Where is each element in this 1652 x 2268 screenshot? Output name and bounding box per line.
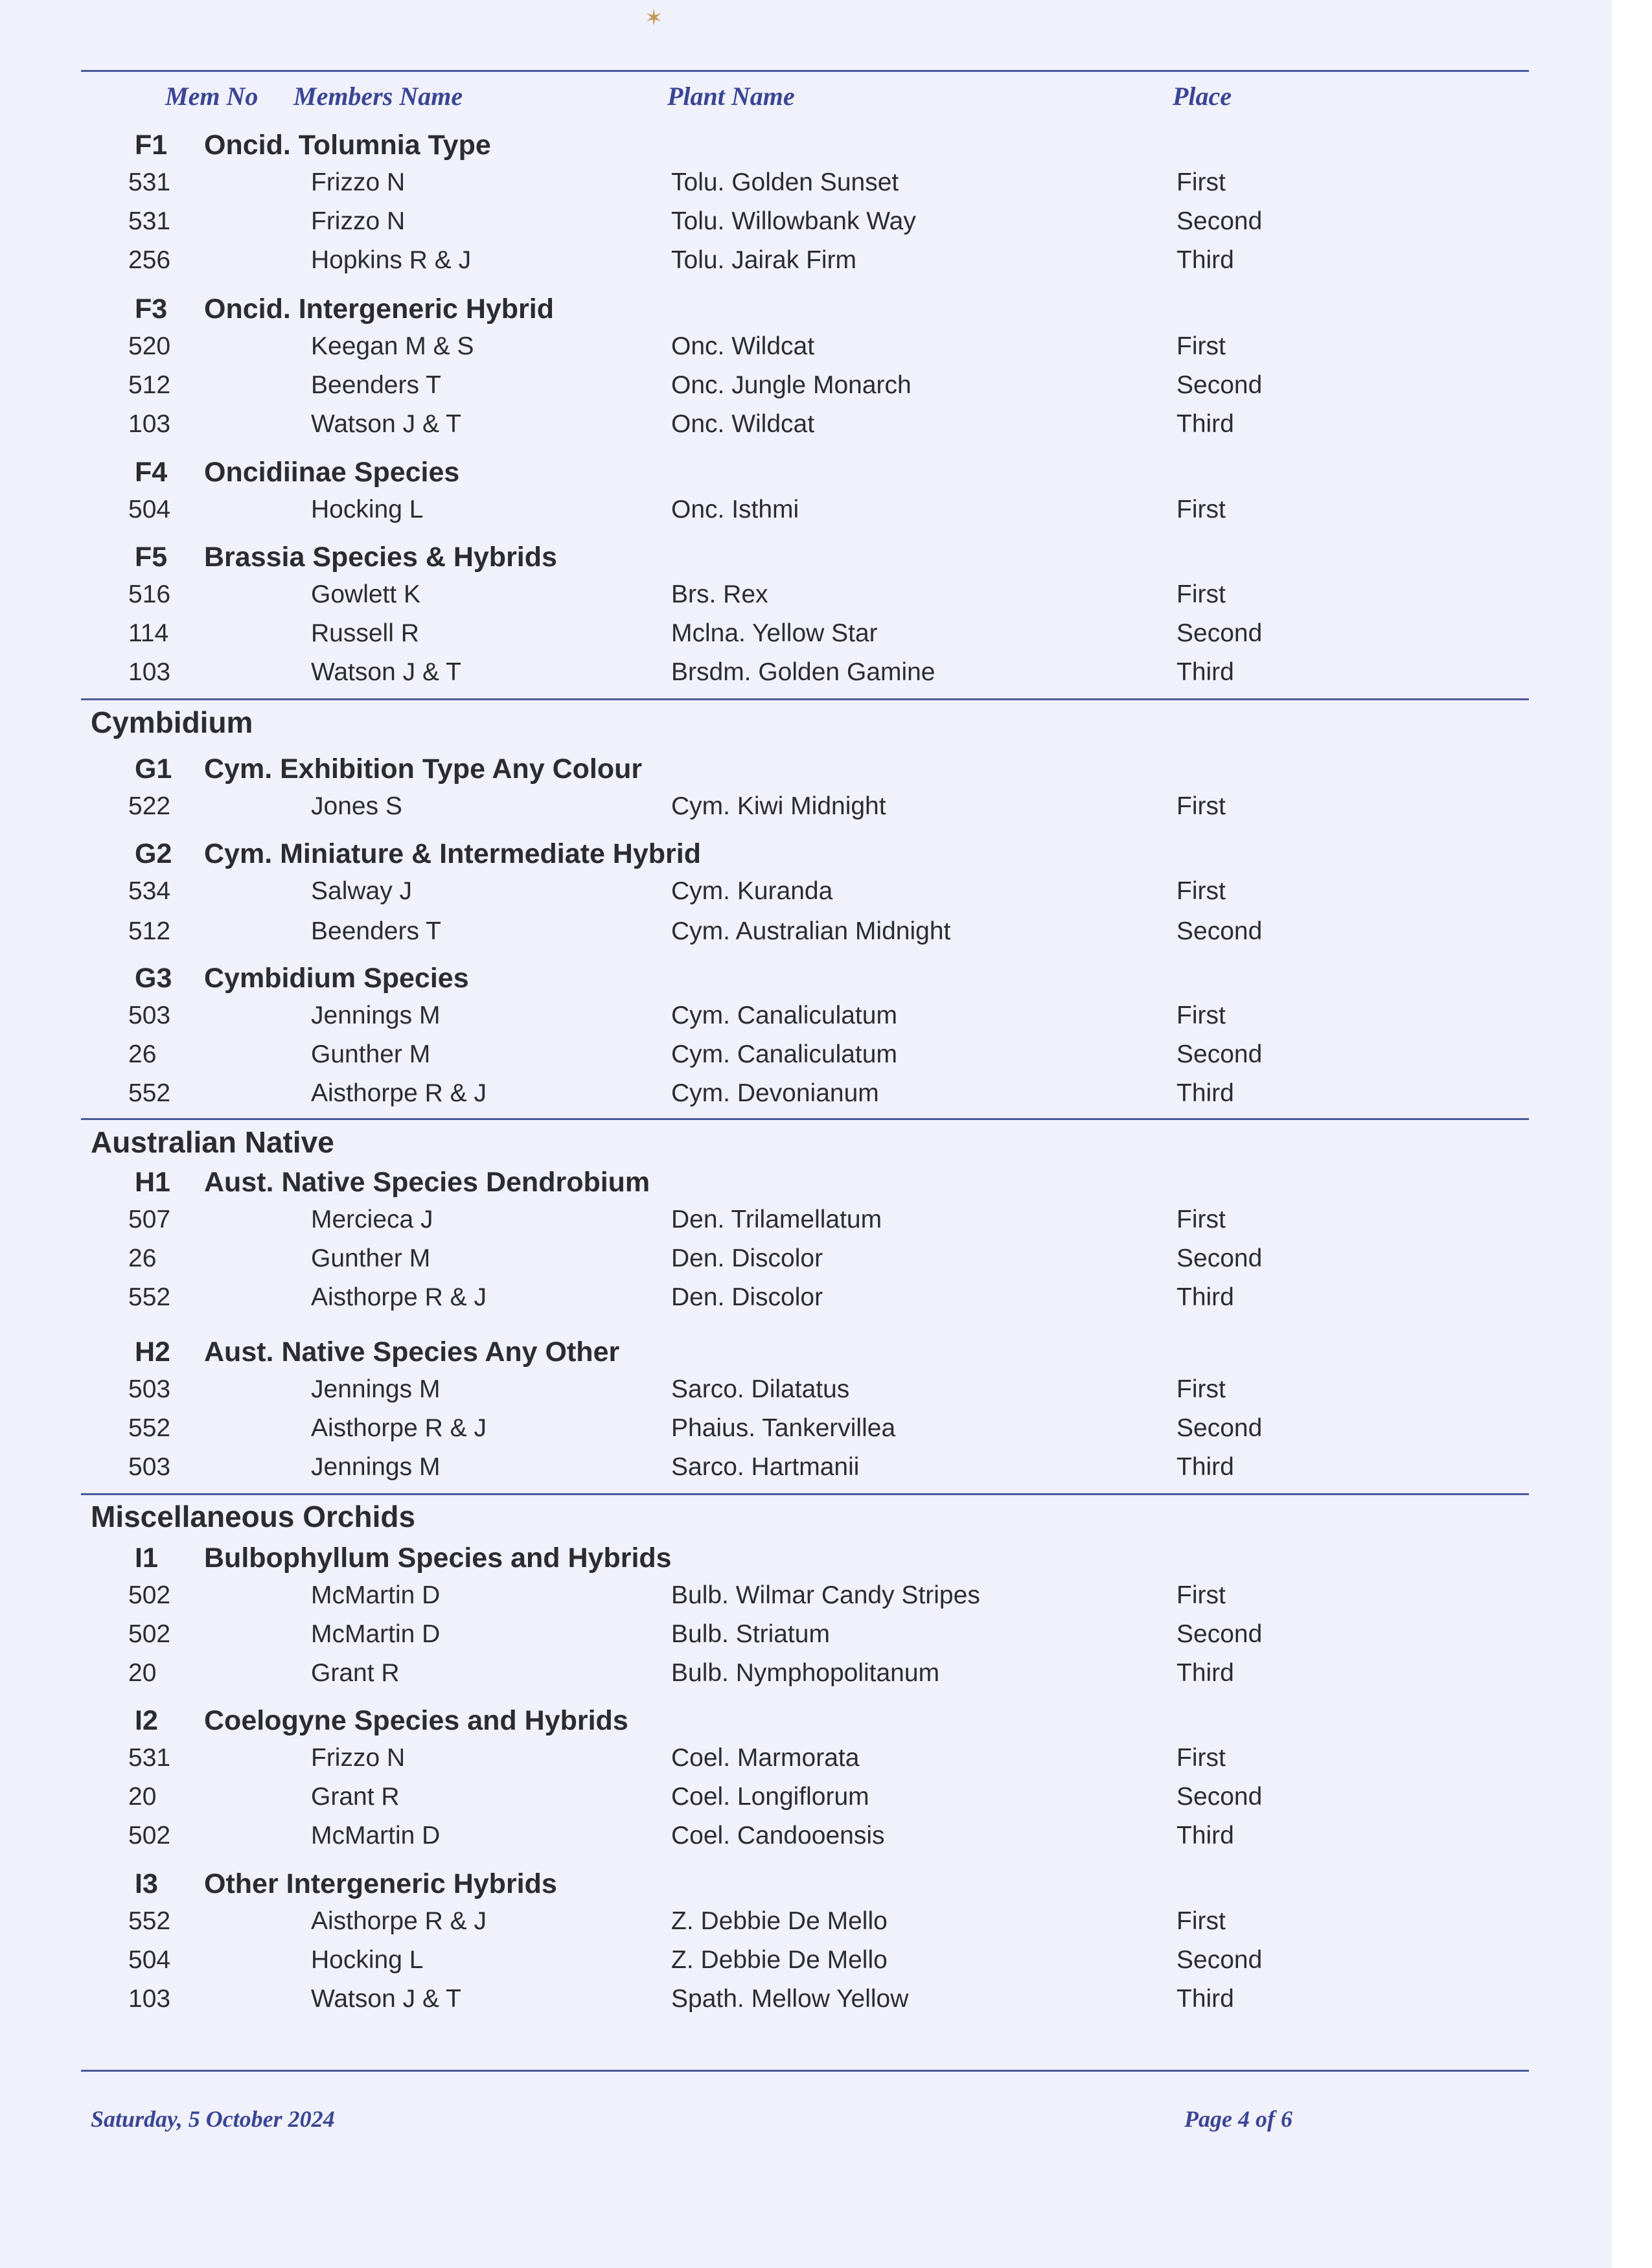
class-code: F1: [135, 130, 168, 161]
class-code: H2: [135, 1336, 170, 1368]
placing: Third: [1176, 410, 1234, 438]
member-number: 503: [128, 1453, 171, 1481]
member-number: 512: [128, 917, 171, 945]
member-name: Gunther M: [311, 1040, 431, 1068]
placing: Second: [1176, 1783, 1263, 1811]
plant-name: Bulb. Nymphopolitanum: [671, 1659, 940, 1687]
member-number: 552: [128, 1079, 171, 1107]
section-heading: Cymbidium: [91, 705, 253, 739]
member-number: 552: [128, 1283, 171, 1311]
member-name: Gowlett K: [311, 580, 421, 608]
plant-name: Sarco. Hartmanii: [671, 1453, 860, 1481]
member-number: 520: [128, 332, 171, 360]
section-heading: Miscellaneous Orchids: [91, 1500, 416, 1533]
member-name: Jennings M: [311, 1453, 441, 1481]
member-name: Jennings M: [311, 1375, 441, 1403]
plant-name: Coel. Marmorata: [671, 1744, 860, 1772]
placing: Second: [1176, 1244, 1263, 1272]
plant-name: Tolu. Willowbank Way: [671, 207, 916, 235]
member-name: Aisthorpe R & J: [311, 1907, 487, 1935]
plant-name: Coel. Candooensis: [671, 1822, 885, 1850]
member-number: 531: [128, 168, 171, 196]
placing: First: [1176, 580, 1226, 608]
class-title: Cymbidium Species: [204, 963, 469, 994]
plant-name: Tolu. Golden Sunset: [671, 168, 899, 196]
member-number: 531: [128, 207, 171, 235]
member-name: Grant R: [311, 1783, 400, 1811]
member-number: 26: [128, 1244, 157, 1272]
plant-name: Cym. Kuranda: [671, 877, 833, 905]
placing: First: [1176, 1002, 1226, 1029]
placing: First: [1176, 1907, 1226, 1935]
plant-name: Onc. Wildcat: [671, 332, 815, 360]
member-number: 512: [128, 371, 171, 399]
member-number: 103: [128, 1985, 171, 2013]
plant-name: Cym. Devonianum: [671, 1079, 879, 1107]
class-title: Other Intergeneric Hybrids: [204, 1868, 557, 1899]
member-name: Aisthorpe R & J: [311, 1283, 487, 1311]
member-number: 522: [128, 792, 171, 820]
member-number: 503: [128, 1002, 171, 1029]
section-rule: [81, 698, 1529, 700]
member-number: 26: [128, 1040, 157, 1068]
class-title: Oncidiinae Species: [204, 457, 460, 488]
member-number: 502: [128, 1581, 171, 1609]
plant-name: Bulb. Striatum: [671, 1620, 830, 1648]
plant-name: Brs. Rex: [671, 580, 768, 608]
class-code: I1: [135, 1542, 158, 1574]
section-rule: [81, 1118, 1529, 1120]
plant-name: Den. Discolor: [671, 1244, 823, 1272]
placing: Second: [1176, 1620, 1263, 1648]
section-heading: Australian Native: [91, 1125, 334, 1159]
placing: Third: [1176, 1985, 1234, 2013]
member-name: Watson J & T: [311, 1985, 461, 2013]
plant-name: Bulb. Wilmar Candy Stripes: [671, 1581, 980, 1609]
placing: Second: [1176, 917, 1263, 945]
top-rule: [81, 70, 1529, 72]
placing: First: [1176, 1206, 1226, 1233]
plant-name: Coel. Longiflorum: [671, 1783, 869, 1811]
member-name: Russell R: [311, 619, 419, 647]
member-name: Aisthorpe R & J: [311, 1414, 487, 1442]
member-number: 534: [128, 877, 171, 905]
member-name: Watson J & T: [311, 658, 461, 686]
plant-name: Den. Trilamellatum: [671, 1206, 882, 1233]
class-title: Brassia Species & Hybrids: [204, 542, 557, 573]
class-code: F5: [135, 542, 168, 573]
plant-name: Phaius. Tankervillea: [671, 1414, 896, 1442]
member-name: Hocking L: [311, 1946, 424, 1974]
placing: Second: [1176, 1414, 1263, 1442]
class-code: H1: [135, 1167, 170, 1198]
placing: First: [1176, 332, 1226, 360]
column-header-place: Place: [1173, 82, 1232, 111]
member-number: 502: [128, 1822, 171, 1850]
member-number: 114: [128, 619, 169, 647]
scan-margin: [1612, 0, 1652, 2268]
plant-name: Onc. Jungle Monarch: [671, 371, 912, 399]
class-title: Coelogyne Species and Hybrids: [204, 1705, 628, 1736]
class-title: Bulbophyllum Species and Hybrids: [204, 1542, 672, 1574]
member-name: McMartin D: [311, 1822, 441, 1850]
member-name: Gunther M: [311, 1244, 431, 1272]
column-header-members-name: Members Name: [293, 82, 463, 111]
member-number: 256: [128, 246, 171, 274]
member-number: 552: [128, 1907, 171, 1935]
plant-name: Cym. Kiwi Midnight: [671, 792, 886, 820]
member-number: 531: [128, 1744, 171, 1772]
class-code: I2: [135, 1705, 158, 1736]
member-number: 552: [128, 1414, 171, 1442]
placing: Third: [1176, 1822, 1234, 1850]
member-number: 507: [128, 1206, 171, 1233]
class-code: G2: [135, 838, 172, 869]
plant-name: Den. Discolor: [671, 1283, 823, 1311]
member-name: Beenders T: [311, 371, 441, 399]
member-name: Jones S: [311, 792, 402, 820]
plant-name: Sarco. Dilatatus: [671, 1375, 850, 1403]
member-number: 504: [128, 1946, 171, 1974]
member-name: Salway J: [311, 877, 413, 905]
member-number: 502: [128, 1620, 171, 1648]
placing: First: [1176, 877, 1226, 905]
plant-name: Onc. Wildcat: [671, 410, 815, 438]
placing: First: [1176, 792, 1226, 820]
member-name: Beenders T: [311, 917, 441, 945]
member-name: Grant R: [311, 1659, 400, 1687]
member-name: Aisthorpe R & J: [311, 1079, 487, 1107]
member-number: 20: [128, 1783, 157, 1811]
class-code: F4: [135, 457, 168, 488]
member-name: Frizzo N: [311, 1744, 406, 1772]
column-header-plant-name: Plant Name: [667, 82, 795, 111]
member-name: Watson J & T: [311, 410, 461, 438]
placing: Second: [1176, 1946, 1263, 1974]
placing: First: [1176, 168, 1226, 196]
member-number: 103: [128, 410, 171, 438]
member-number: 103: [128, 658, 171, 686]
plant-name: Cym. Australian Midnight: [671, 917, 951, 945]
footer-rule: [81, 2070, 1529, 2072]
placing: First: [1176, 1744, 1226, 1772]
plant-name: Z. Debbie De Mello: [671, 1907, 888, 1935]
placing: Third: [1176, 1283, 1234, 1311]
member-number: 504: [128, 496, 171, 523]
member-name: Mercieca J: [311, 1206, 433, 1233]
member-name: Jennings M: [311, 1002, 441, 1029]
class-code: F3: [135, 293, 168, 325]
class-title: Aust. Native Species Dendrobium: [204, 1167, 650, 1198]
member-name: Hopkins R & J: [311, 246, 472, 274]
class-title: Cym. Miniature & Intermediate Hybrid: [204, 838, 701, 869]
member-name: Frizzo N: [311, 168, 406, 196]
plant-name: Onc. Isthmi: [671, 496, 799, 523]
class-code: I3: [135, 1868, 158, 1899]
member-name: Hocking L: [311, 496, 424, 523]
placing: Third: [1176, 1453, 1234, 1481]
scan-speck: ✶: [645, 6, 663, 30]
member-name: McMartin D: [311, 1581, 441, 1609]
placing: First: [1176, 496, 1226, 523]
class-title: Oncid. Intergeneric Hybrid: [204, 293, 554, 325]
class-code: G1: [135, 753, 172, 785]
footer-page-number: Page 4 of 6: [1184, 2106, 1292, 2132]
placing: First: [1176, 1375, 1226, 1403]
placing: Second: [1176, 619, 1263, 647]
placing: Third: [1176, 658, 1234, 686]
member-name: Keegan M & S: [311, 332, 474, 360]
placing: First: [1176, 1581, 1226, 1609]
class-title: Oncid. Tolumnia Type: [204, 130, 491, 161]
member-name: McMartin D: [311, 1620, 441, 1648]
placing: Third: [1176, 246, 1234, 274]
placing: Third: [1176, 1659, 1234, 1687]
member-name: Frizzo N: [311, 207, 406, 235]
footer-date: Saturday, 5 October 2024: [91, 2106, 335, 2132]
placing: Second: [1176, 371, 1263, 399]
plant-name: Cym. Canaliculatum: [671, 1002, 897, 1029]
plant-name: Z. Debbie De Mello: [671, 1946, 888, 1974]
plant-name: Mclna. Yellow Star: [671, 619, 878, 647]
class-code: G3: [135, 963, 172, 994]
placing: Second: [1176, 1040, 1263, 1068]
placing: Second: [1176, 207, 1263, 235]
class-title: Aust. Native Species Any Other: [204, 1336, 620, 1368]
plant-name: Spath. Mellow Yellow: [671, 1985, 909, 2013]
plant-name: Cym. Canaliculatum: [671, 1040, 897, 1068]
plant-name: Tolu. Jairak Firm: [671, 246, 857, 274]
placing: Third: [1176, 1079, 1234, 1107]
member-number: 503: [128, 1375, 171, 1403]
section-rule: [81, 1493, 1529, 1495]
column-header-mem-no: Mem No: [165, 82, 258, 111]
member-number: 20: [128, 1659, 157, 1687]
member-number: 516: [128, 580, 171, 608]
plant-name: Brsdm. Golden Gamine: [671, 658, 935, 686]
class-title: Cym. Exhibition Type Any Colour: [204, 753, 643, 785]
